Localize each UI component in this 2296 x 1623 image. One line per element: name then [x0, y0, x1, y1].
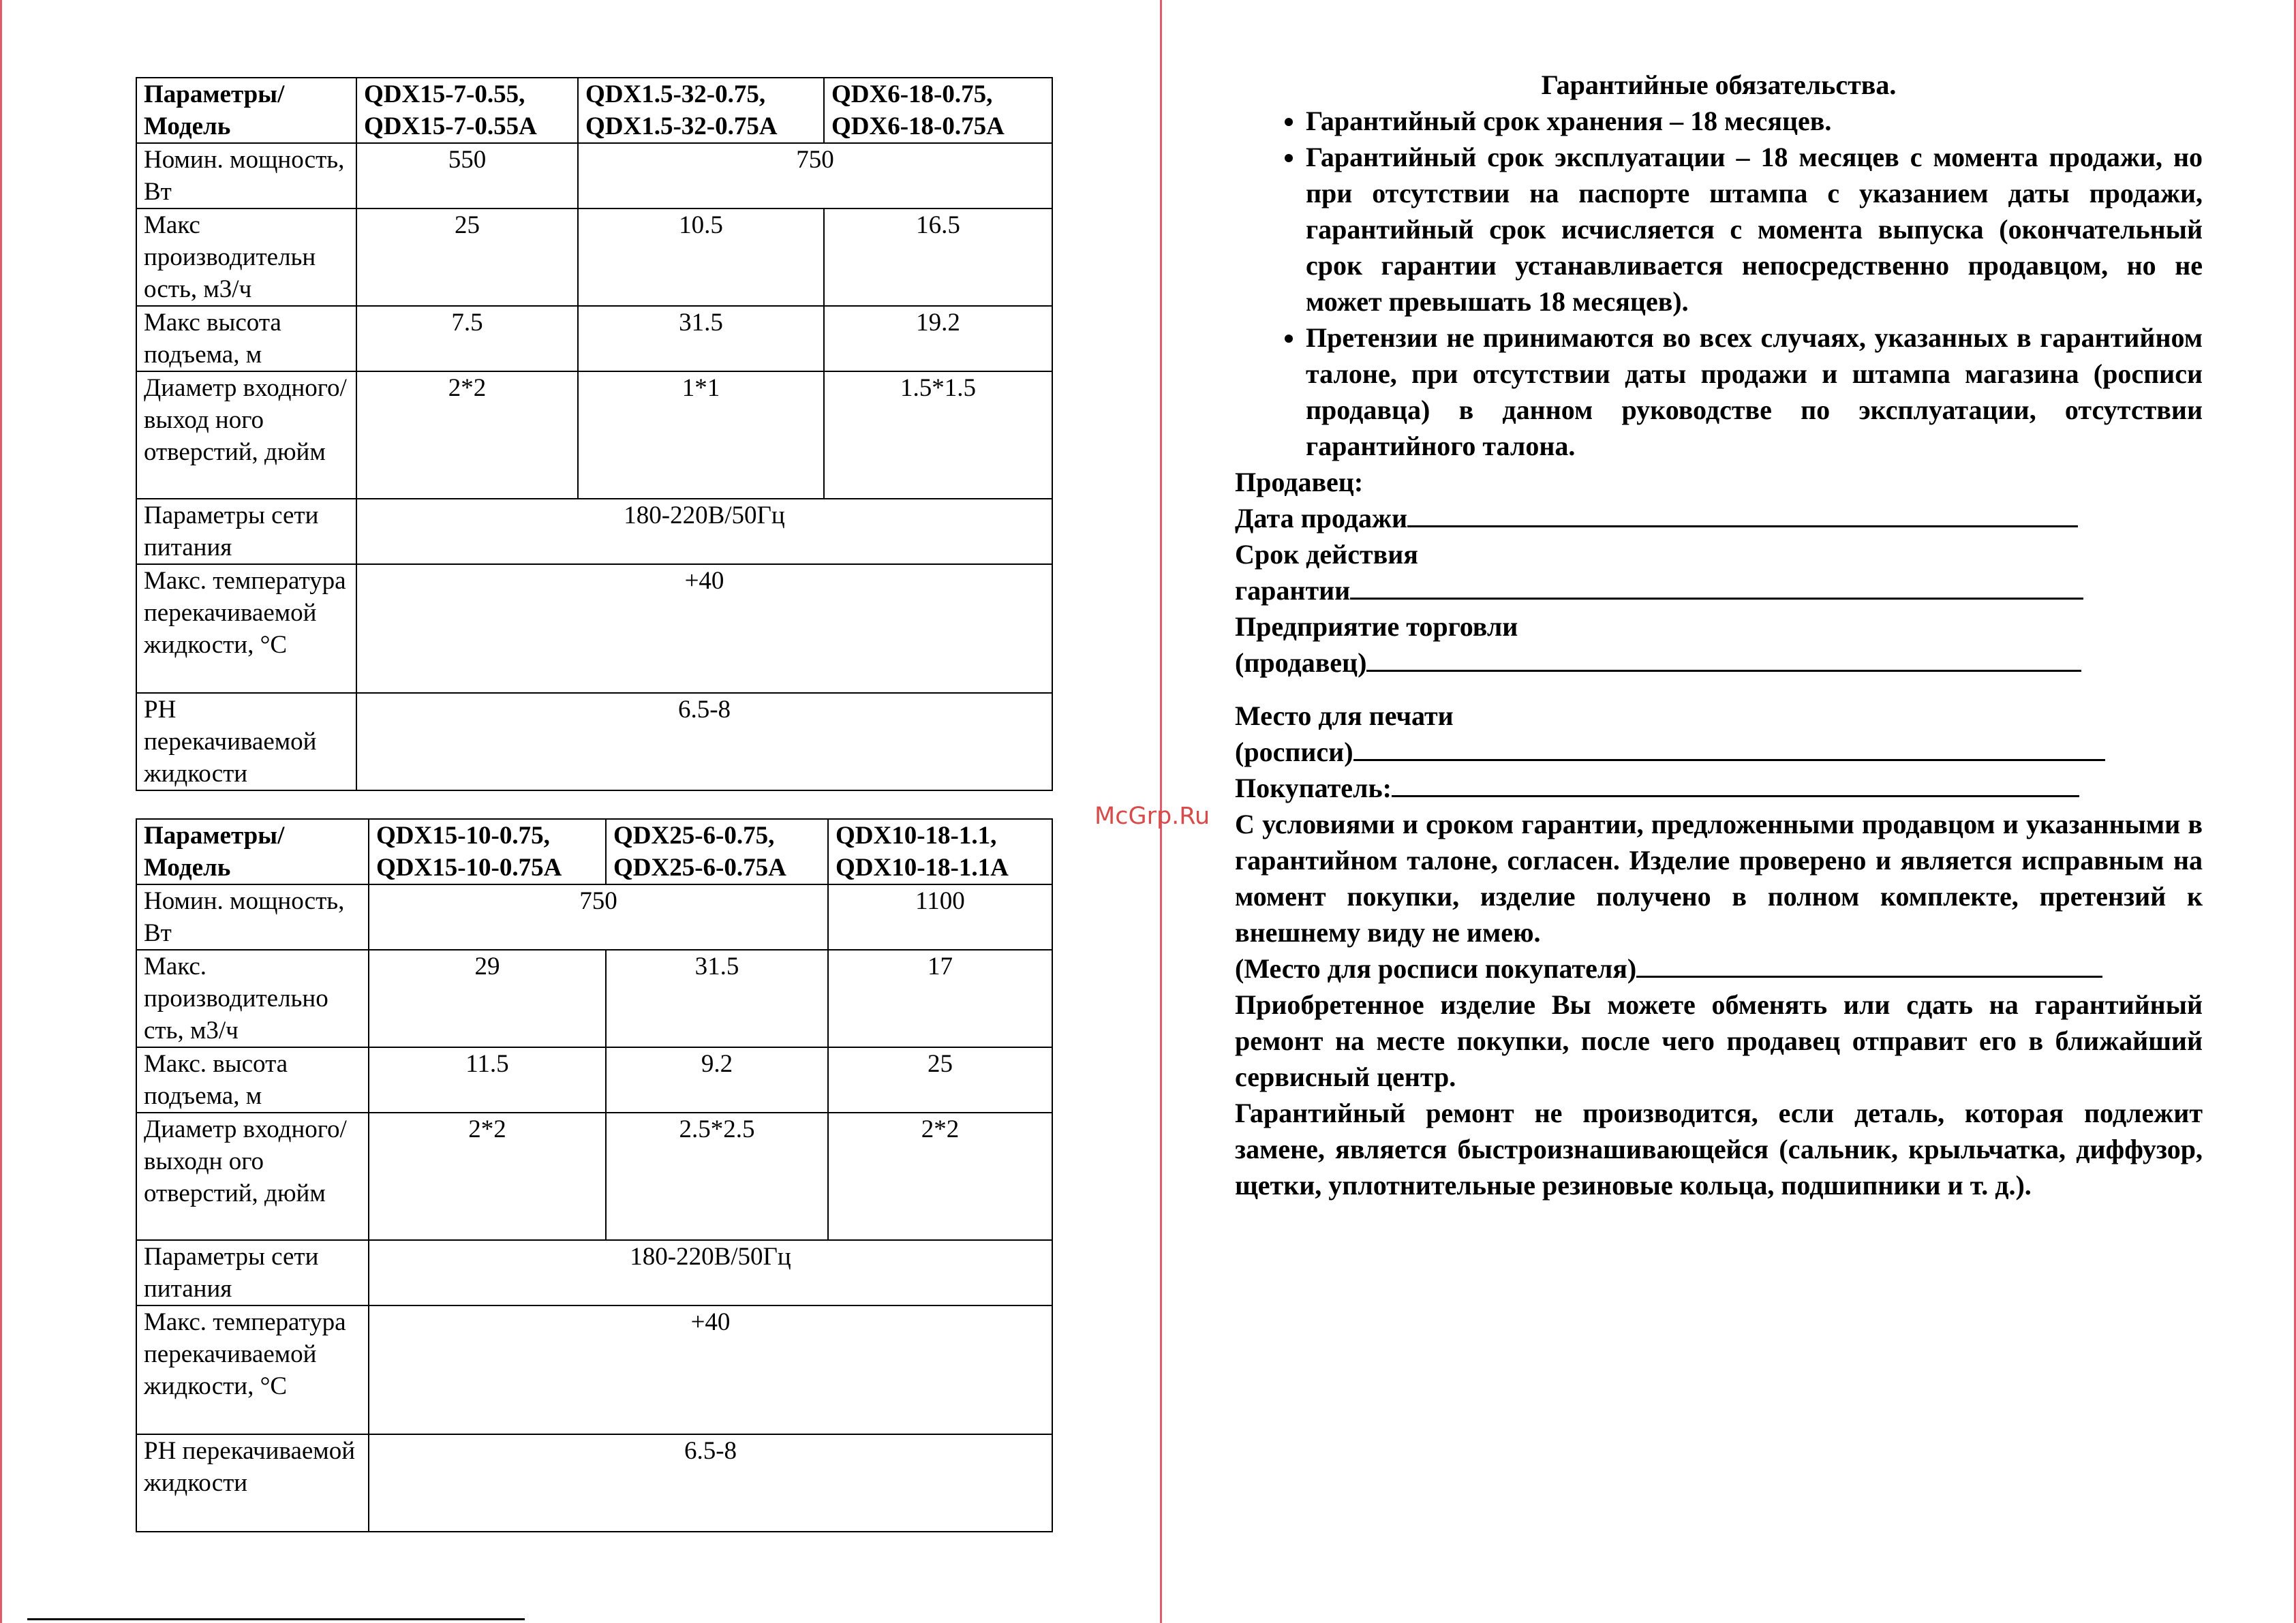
spec-table-2	[136, 818, 1053, 1532]
row-label: Макс производительн ость, м3/ч	[136, 208, 356, 306]
buyer-line	[1235, 770, 2203, 806]
cell-value: 1*1	[578, 371, 824, 499]
buyer-blank	[1392, 771, 2079, 797]
cell-value: 29	[369, 950, 606, 1047]
spec-table-1	[136, 77, 1053, 791]
row-label: Номин. мощность, Вт	[136, 143, 356, 208]
cell-value: 2*2	[828, 1113, 1052, 1240]
cell-value: 17	[828, 950, 1052, 1047]
table-header-row	[136, 819, 1052, 884]
table-row-head	[136, 306, 1052, 371]
row-label: Параметры сети питания	[136, 499, 356, 564]
warranty-bullet: • Претензии не принимаются во всех случаях, указанных в гарантийном талоне, при отсутствии даты продажи и штампа магазина (росписи продавца) в данном руководстве по эксплуатации, отсутствии гарантийного талона.	[1306, 320, 2203, 464]
page-border-left	[0, 0, 2, 1623]
row-label: Макс. температура перекачиваемой жидкости, °С	[136, 564, 356, 693]
row-label: Параметры сети питания	[136, 1240, 369, 1305]
sale-date-label: Дата продажи	[1235, 503, 1408, 534]
cell-value: 7.5	[356, 306, 578, 371]
enterprise-label-2: (продавец)	[1235, 647, 1367, 678]
table-row-flow	[136, 950, 1052, 1047]
validity-label-2: гарантии	[1235, 575, 1351, 606]
enterprise-label: Предприятие торговли	[1235, 611, 1518, 642]
warranty-title: Гарантийные обязательства.	[1541, 69, 1897, 100]
cell-value: +40	[356, 564, 1052, 693]
cell-value: 2*2	[356, 371, 578, 499]
cell-value: 750	[369, 884, 828, 950]
no-repair-text: Гарантийный ремонт не производится, если деталь, которая подлежит замене, является быстроизнашивающейся (сальник, крыльчатка, диффузор, щетки, уплотнительные резиновые кольца, подшипники и т. д.).	[1235, 1098, 2203, 1201]
cell-value: +40	[369, 1305, 1052, 1434]
buyer-signature-label: (Место для росписи покупателя)	[1235, 953, 1637, 984]
row-label: РН перекачиваемой жидкости	[136, 1434, 369, 1532]
header-param: Параметры/ Модель	[136, 78, 356, 143]
seller-label: Продавец:	[1235, 467, 1364, 497]
header-model-2: QDX1.5-32-0.75, QDX1.5-32-0.75A	[578, 78, 824, 143]
enterprise-blank	[1366, 645, 2081, 672]
header-model-2: QDX25-6-0.75, QDX25-6-0.75A	[606, 819, 828, 884]
table-header-row	[136, 78, 1052, 143]
table-row-head	[136, 1047, 1052, 1113]
buyer-signature-blank	[1636, 951, 2102, 978]
stamp-line	[1235, 734, 2203, 770]
warranty-bullet: • Гарантийный срок хранения – 18 месяцев.	[1306, 103, 2203, 139]
table-row-power	[136, 884, 1052, 950]
cell-value: 19.2	[824, 306, 1052, 371]
row-label: Диаметр входного/выходн ого отверстий, дюйм	[136, 1113, 369, 1240]
cell-value: 6.5-8	[369, 1434, 1052, 1532]
cell-value: 31.5	[606, 950, 828, 1047]
table-row-ph	[136, 1434, 1052, 1532]
table-row-flow	[136, 208, 1052, 306]
cell-value: 750	[578, 143, 1052, 208]
header-model-3: QDX10-18-1.1, QDX10-18-1.1A	[828, 819, 1052, 884]
row-label: Диаметр входного/выход ного отверстий, дюйм	[136, 371, 356, 499]
cell-value: 180-220В/50Гц	[356, 499, 1052, 564]
table-row-mains	[136, 1240, 1052, 1305]
header-param: Параметры/ Модель	[136, 819, 369, 884]
sale-date-line	[1235, 500, 2203, 536]
validity-label: Срок действия	[1235, 539, 1418, 570]
row-label: Номин. мощность, Вт	[136, 884, 369, 950]
cell-value: 31.5	[578, 306, 824, 371]
warranty-section	[1235, 67, 2203, 1203]
cell-value: 2.5*2.5	[606, 1113, 828, 1240]
row-label: Макс. высота подъема, м	[136, 1047, 369, 1113]
watermark: McGrp.Ru	[1095, 803, 1210, 830]
table-row-temperature	[136, 564, 1052, 693]
table-row-diameter	[136, 1113, 1052, 1240]
cell-value: 6.5-8	[356, 693, 1052, 790]
cell-value: 9.2	[606, 1047, 828, 1113]
sale-date-blank	[1407, 501, 2078, 527]
table-row-temperature	[136, 1305, 1052, 1434]
buyer-signature-line	[1235, 950, 2203, 987]
row-label: Макс высота подъема, м	[136, 306, 356, 371]
table-row-mains	[136, 499, 1052, 564]
stamp-label-2: (росписи)	[1235, 737, 1353, 767]
cell-value: 25	[828, 1047, 1052, 1113]
cell-value: 16.5	[824, 208, 1052, 306]
table-row-power	[136, 143, 1052, 208]
header-model-1: QDX15-7-0.55, QDX15-7-0.55A	[356, 78, 578, 143]
cell-value: 1100	[828, 884, 1052, 950]
table-row-ph	[136, 693, 1052, 790]
header-model-3: QDX6-18-0.75, QDX6-18-0.75A	[824, 78, 1052, 143]
stamp-label: Место для печати	[1235, 700, 1454, 731]
exchange-text: Приобретенное изделие Вы можете обменять или сдать на гарантийный ремонт на месте покупки, после чего продавец отправит его в ближайший сервисный центр.	[1235, 989, 2203, 1092]
row-label: РН перекачиваемой жидкости	[136, 693, 356, 790]
cell-value: 10.5	[578, 208, 824, 306]
agreement-text: С условиями и сроком гарантии, предложенными продавцом и указанными в гарантийном талоне, согласен. Изделие проверено и является исправным на момент покупки, изделие получено в полном комплекте, претензий к внешнему виду не имею.	[1235, 809, 2203, 948]
cell-value: 1.5*1.5	[824, 371, 1052, 499]
bottom-rule	[27, 1618, 525, 1620]
warranty-list	[1235, 103, 2203, 464]
validity-line	[1235, 572, 2203, 608]
stamp-blank	[1353, 735, 2105, 761]
cell-value: 25	[356, 208, 578, 306]
validity-blank	[1350, 573, 2083, 600]
row-label: Макс. температура перекачиваемой жидкости, °С	[136, 1305, 369, 1434]
row-label: Макс. производительно сть, м3/ч	[136, 950, 369, 1047]
cell-value: 11.5	[369, 1047, 606, 1113]
enterprise-line	[1235, 645, 2203, 681]
cell-value: 180-220В/50Гц	[369, 1240, 1052, 1305]
buyer-label: Покупатель:	[1235, 773, 1392, 803]
cell-value: 2*2	[369, 1113, 606, 1240]
cell-value: 550	[356, 143, 578, 208]
header-model-1: QDX15-10-0.75, QDX15-10-0.75A	[369, 819, 606, 884]
warranty-bullet: • Гарантийный срок эксплуатации – 18 месяцев с момента продажи, но при отсутствии на паспорте штампа с указанием даты продажи, гарантийный срок исчисляется с момента выпуска (окончательный срок гарантии устанавливается непосредственно продавцом, но не может превышать 18 месяцев).	[1306, 139, 2203, 320]
table-row-diameter	[136, 371, 1052, 499]
